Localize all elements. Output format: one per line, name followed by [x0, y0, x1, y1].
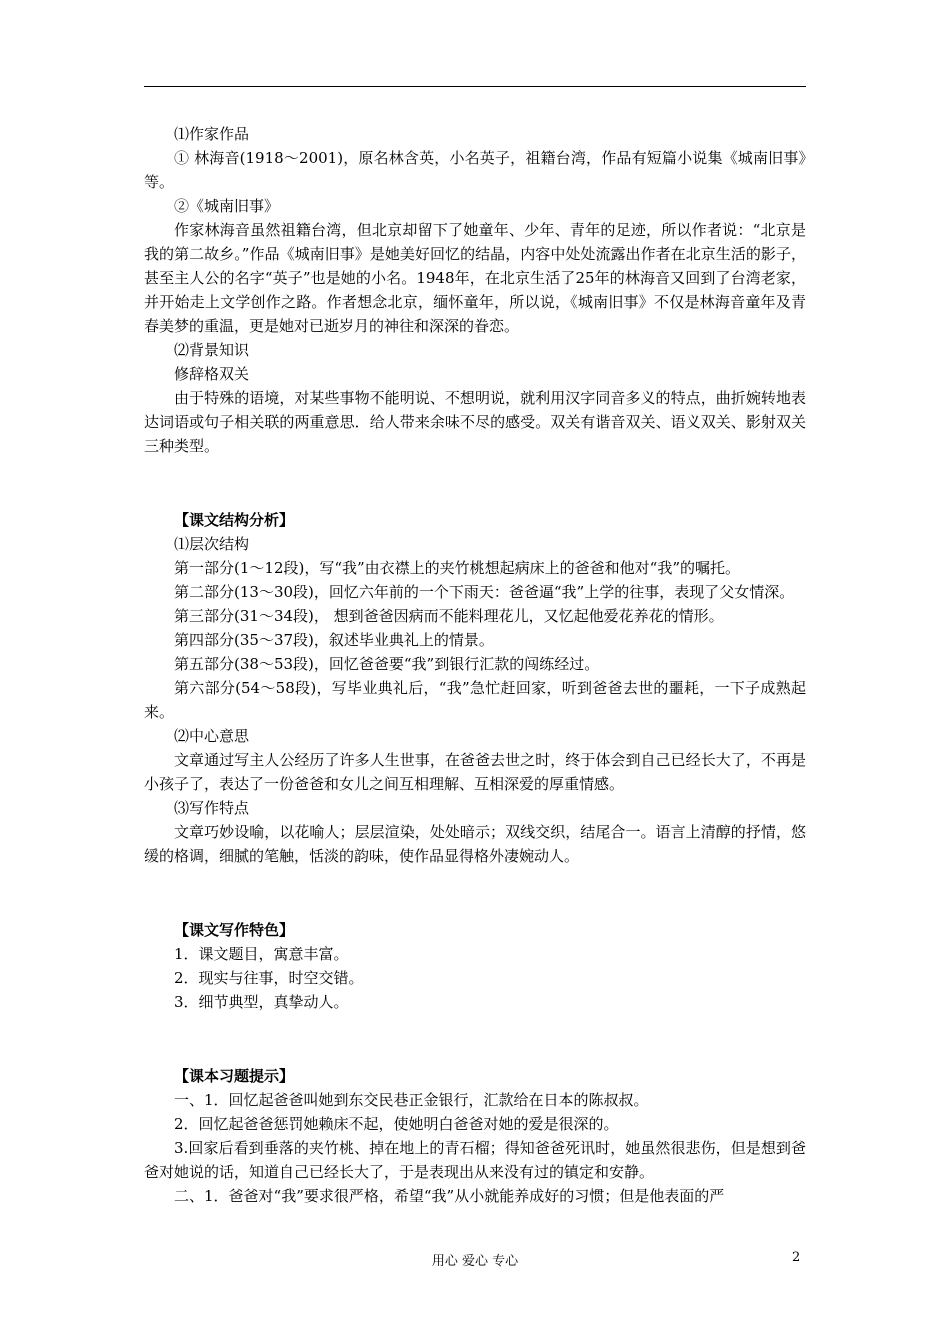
- paragraph: 2．现实与往事，时空交错。: [174, 969, 364, 987]
- paragraph: 二、1．爸爸对“我”要求很严格，希望“我”从小就能养成好的习惯；但是他表面的严: [174, 1187, 725, 1205]
- paragraph: 1．课文题目，寓意丰富。: [174, 945, 349, 963]
- section-gap: [144, 883, 806, 903]
- page-number: 2: [792, 1250, 801, 1265]
- header-rule: [144, 86, 806, 87]
- paragraph: ⑶写作特点: [174, 799, 250, 817]
- paragraph: ⑴层次结构: [174, 535, 250, 553]
- paragraph: 第一部分(1～12段)，写“我”由衣襟上的夹竹桃想起病床上的爸爸和他对“我”的嘱托。: [174, 559, 741, 577]
- paragraph: 第三部分(31～34段)， 想到爸爸因病而不能料理花儿，又忆起他爱花养花的情形。: [174, 607, 724, 625]
- paragraph: 第二部分(13～30段)，回忆六年前的一个下雨天：爸爸逼“我”上学的往事，表现了父女情深。: [174, 583, 795, 601]
- paragraph: 文章通过写主人公经历了许多人生世事，在爸爸去世之时，终于体会到自己已经长大了，不再是小孩子了，表达了一份爸爸和女儿之间互相理解、互相深爱的厚重情感。: [144, 751, 806, 793]
- paragraph: 2．回忆起爸爸惩罚她赖床不起，使她明白爸爸对她的爱是很深的。: [174, 1115, 619, 1133]
- paragraph: 第四部分(35～37段)，叙述毕业典礼上的情景。: [174, 631, 494, 649]
- section-gap: [144, 473, 806, 493]
- paragraph: ⑴作家作品: [174, 125, 250, 143]
- section-heading: 【课本习题提示】: [174, 1067, 295, 1085]
- paragraph: 一、1．回忆起爸爸叫她到东交民巷正金银行，汇款给在日本的陈叔叔。: [174, 1091, 649, 1109]
- paragraph: 第六部分(54～58段)，写毕业典礼后，“我”急忙赶回家，听到爸爸去世的噩耗，一下子成熟起来。: [144, 679, 806, 721]
- section-heading: 【课文写作特色】: [174, 921, 295, 939]
- paragraph: ① 林海音(1918～2001)，原名林含英，小名英子，祖籍台湾，作品有短篇小说集《城南旧事》等。: [144, 149, 806, 191]
- paragraph: ②《城南旧事》: [174, 197, 280, 215]
- paragraph: 3.回家后看到垂落的夹竹桃、掉在地上的青石榴；得知爸爸死讯时，她虽然很悲伤，但是想到爸爸对她说的话，知道自己已经长大了，于是表现出从来没有过的镇定和安静。: [144, 1139, 806, 1181]
- paragraph: 第五部分(38～53段)，回忆爸爸要“我”到银行汇款的闯练经过。: [174, 655, 600, 673]
- paragraph: 3．细节典型，真挚动人。: [174, 993, 349, 1011]
- paragraph: 由于特殊的语境，对某些事物不能明说、不想明说，就利用汉字同音多义的特点，曲折婉转地表达词语或句子相关联的两重意思．给人带来余味不尽的感受。双关有谐音双关、语义双关、影射双关三种类型。: [144, 389, 806, 455]
- paragraph: ⑵中心意思: [174, 727, 250, 745]
- section-heading: 【课文结构分析】: [174, 511, 295, 529]
- document-body: [144, 122, 806, 1208]
- footer-motto: 用心 爱心 专心: [431, 1254, 519, 1269]
- paragraph: 作家林海音虽然祖籍台湾，但北京却留下了她童年、少年、青年的足迹，所以作者说：“北京是我的第二故乡。”作品《城南旧事》是她美好回忆的结晶，内容中处处流露出作者在北京生活的影子，甚至主人公的名字“英子”也是她的小名。1948年，在北京生活了25年的林海音又回到了台湾老家，并开始走上文学创作之路。作者想念北京，缅怀童年，所以说，《城南旧事》不仅是林海音童年及青春美梦的重温，更是她对已逝岁月的神往和深深的眷恋。: [144, 221, 806, 335]
- paragraph: ⑵背景知识: [174, 341, 250, 359]
- paragraph: 修辞格双关: [174, 365, 250, 383]
- paragraph: 文章巧妙设喻，以花喻人；层层渲染，处处暗示；双线交织，结尾合一。语言上清醇的抒情，悠缓的格调，细腻的笔触，恬淡的韵味，使作品显得格外凄婉动人。: [144, 823, 806, 865]
- section-gap: [144, 1029, 806, 1049]
